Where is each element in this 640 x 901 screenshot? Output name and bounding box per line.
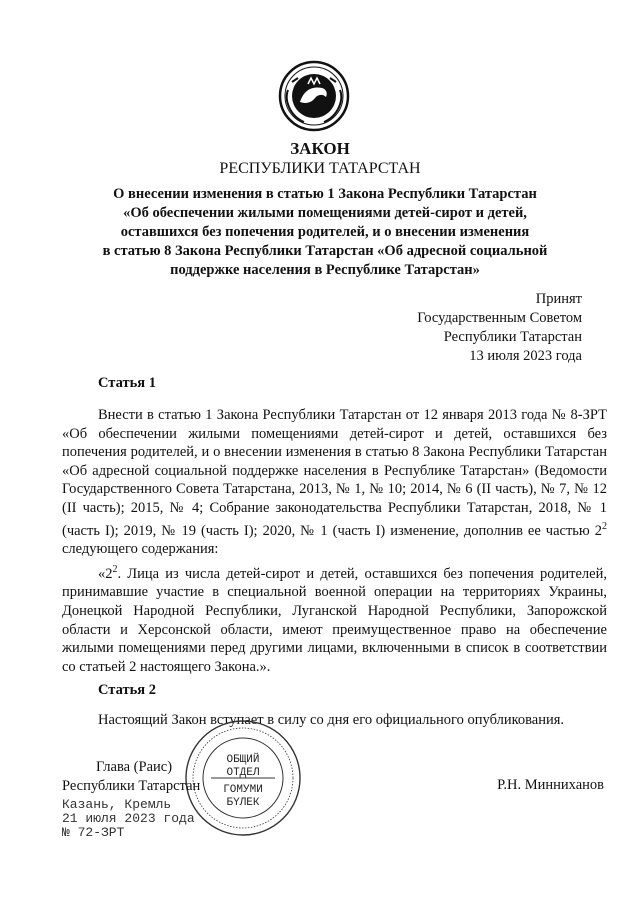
official-stamp-icon bbox=[183, 718, 303, 838]
article-1-quote bbox=[62, 561, 607, 676]
article-1-tail: следующего содержания: bbox=[62, 540, 219, 557]
adoption-line: Государственным Советом bbox=[417, 310, 582, 326]
adoption-block bbox=[417, 290, 582, 366]
republic-label: РЕСПУБЛИКИ ТАТАРСТАН bbox=[219, 160, 421, 177]
law-heading bbox=[80, 185, 570, 280]
stamp-line: ОТДЕЛ bbox=[226, 767, 260, 779]
adoption-line: Принят bbox=[535, 291, 582, 307]
registry-line: № 72-ЗРТ bbox=[62, 825, 125, 840]
quote-open: «2 bbox=[98, 565, 113, 582]
article-1-heading: Статья 1 bbox=[98, 375, 156, 391]
article-1-text: Внести в статью 1 Закона Республики Татарстан от 12 января 2013 года № 8-ЗРТ «Об обеспечении жилыми помещениями детей-сирот и детей, оставшихся без попечения родителей, и о внесении изменения в статью 8 Закона Республики Татарстан «Об адресной социальной поддержке населения в Республике Татарстан» (Ведомости Государственного Совета Татарстана, 2013, № 1, № 10; 2014, № 6 (II часть), № 7, № 12 (II часть); 2015, № 4; Собрание законодательства Республики Татарстан, 2018, № 1 (часть I); 2019, № 19 (часть I); 2020, № 1 (часть I) изменение, дополнив ее частью 2 bbox=[62, 407, 607, 539]
registry-line: 21 июля 2023 года bbox=[62, 811, 195, 826]
signature-role-line: Республики Татарстан bbox=[62, 778, 201, 794]
stamp-line: ОБЩИЙ bbox=[226, 754, 260, 766]
quote-text: . Лица из числа детей-сирот и детей, оставшихся без попечения родителей, принимавшие участие в специальной военной операции на территориях Украины, Донецкой Народной Республики, Луганской Народной Республики, Запорожской области и Херсонской области, имеют преимущественное право на обеспечение жилыми помещениями перед другими лицами, включенными в список в соответствии со статьей 2 настоящего Закона.». bbox=[62, 565, 607, 675]
heading-line: О внесении изменения в статью 1 Закона Республики Татарстан bbox=[113, 186, 537, 202]
heading-line: в статью 8 Закона Республики Татарстан «Об адресной социальной bbox=[102, 243, 548, 259]
article-1-sup: 2 bbox=[602, 520, 607, 532]
article-1-paragraph bbox=[62, 406, 607, 559]
law-label: ЗАКОН bbox=[290, 139, 350, 158]
heading-line: «Об обеспечении жилыми помещениями детей-сирот и детей, bbox=[123, 205, 527, 221]
stamp-line: БҮЛЕК bbox=[226, 797, 260, 809]
signature-role bbox=[62, 758, 200, 796]
registry-block bbox=[62, 798, 195, 840]
registry-line: Казань, Кремль bbox=[62, 797, 172, 812]
adoption-line: Республики Татарстан bbox=[443, 329, 582, 345]
signature-name: Р.Н. Минниханов bbox=[497, 777, 604, 793]
adoption-line: 13 июля 2023 года bbox=[469, 348, 582, 364]
stamp-line: ГОМУМИ bbox=[223, 784, 263, 796]
article-2-heading: Статья 2 bbox=[98, 682, 156, 698]
article-2-paragraph: Настоящий Закон вступает в силу со дня его официального опубликования. bbox=[98, 712, 565, 728]
heading-line: поддержке населения в Республике Татарстан» bbox=[170, 262, 480, 278]
coat-of-arms-icon bbox=[278, 60, 350, 132]
quote-sup: 2 bbox=[112, 564, 118, 575]
heading-line: оставшихся без попечения родителей, и о внесении изменения bbox=[120, 224, 530, 240]
signature-role-line: Глава (Раис) bbox=[96, 759, 173, 775]
